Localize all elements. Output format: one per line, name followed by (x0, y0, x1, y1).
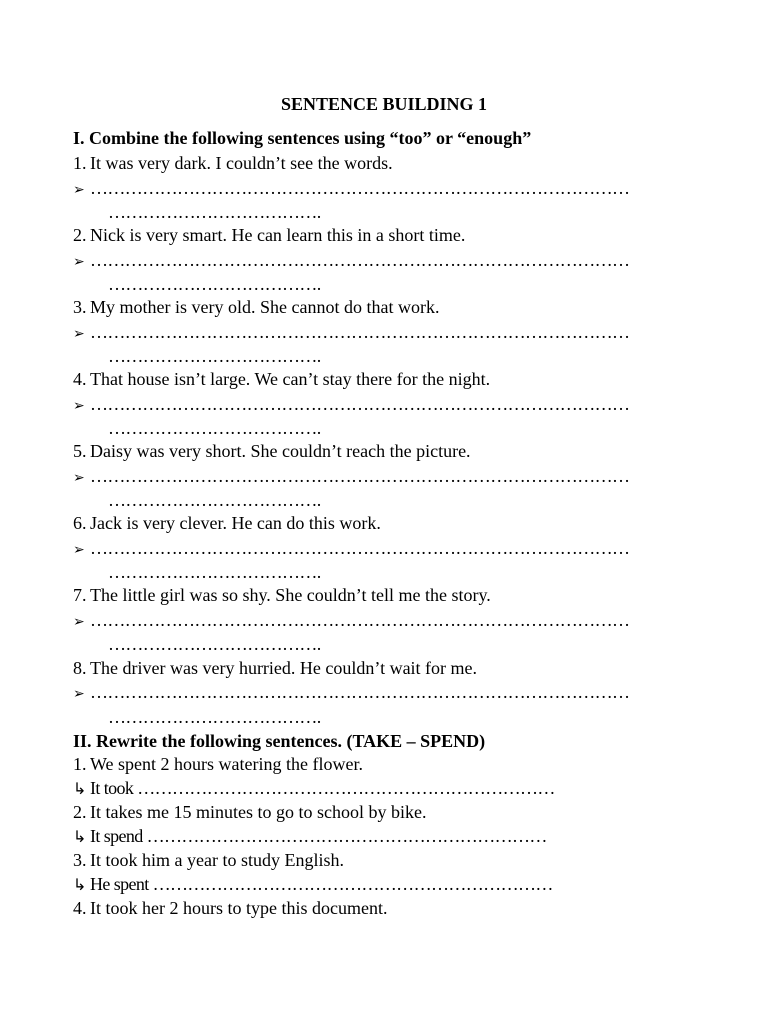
exercise-item (73, 224, 465, 246)
item-number: 6. (73, 513, 87, 533)
answer-dots: ………………………………………………………………………………… (90, 610, 630, 630)
section-2-heading: II. Rewrite the following sentences. (TAKE – SPEND) (73, 731, 486, 751)
answer-line-continuation[interactable]: ………………………………. (108, 346, 321, 366)
answer-line-continuation[interactable]: ………………………………. (108, 562, 321, 582)
item-text: It took her 2 hours to type this document. (90, 898, 388, 918)
hook-arrow-icon: ↳ (73, 877, 87, 894)
answer-line-continuation[interactable]: ………………………………. (108, 202, 321, 222)
exercise-item (73, 584, 491, 606)
arrow-bullet-icon: ➢ (73, 543, 85, 558)
answer-line[interactable] (73, 177, 629, 202)
answer-line[interactable] (73, 249, 629, 274)
exercise-item (73, 440, 471, 462)
exercise-item (73, 897, 387, 919)
answer-line[interactable] (73, 321, 629, 346)
arrow-bullet-icon: ➢ (73, 687, 85, 702)
answer-dots: ………………………………………………………………………………… (90, 394, 630, 414)
item-text: The driver was very hurried. He couldn’t wait for me. (90, 658, 478, 678)
item-number: 8. (73, 658, 87, 678)
exercise-item (73, 368, 490, 390)
item-number: 2. (73, 225, 87, 245)
arrow-bullet-icon: ➢ (73, 255, 85, 270)
item-text: It took him a year to study English. (90, 850, 344, 870)
item-text: It takes me 15 minutes to go to school by bike. (90, 802, 427, 822)
item-text: Daisy was very short. She couldn’t reach the picture. (90, 441, 471, 461)
item-number: 2. (73, 802, 87, 822)
answer-dots: ………………………………………………………………………………… (90, 682, 630, 702)
exercise-item (73, 296, 439, 318)
rewrite-answer-line[interactable] (73, 873, 553, 897)
answer-dots: ………………………………………………………………………………… (90, 538, 630, 558)
arrow-bullet-icon: ➢ (73, 399, 85, 414)
answer-line[interactable] (73, 393, 629, 418)
exercise-item (73, 152, 393, 174)
answer-line[interactable] (73, 681, 629, 706)
item-text: It was very dark. I couldn’t see the words. (90, 153, 393, 173)
rewrite-answer-text: It spend …………………………………………………………… (90, 826, 547, 846)
exercise-item (73, 512, 381, 534)
section-1-heading: I. Combine the following sentences using “too” or “enough” (73, 128, 532, 148)
answer-line-continuation[interactable]: ………………………………. (108, 274, 321, 294)
item-number: 1. (73, 153, 87, 173)
answer-dots: ………………………………………………………………………………… (90, 466, 630, 486)
worksheet-title: SENTENCE BUILDING 1 (280, 94, 488, 114)
item-number: 5. (73, 441, 87, 461)
exercise-item (73, 657, 477, 679)
item-text: Nick is very smart. He can learn this in a short time. (90, 225, 466, 245)
rewrite-answer-line[interactable] (73, 777, 555, 801)
arrow-bullet-icon: ➢ (73, 183, 85, 198)
answer-line[interactable] (73, 465, 629, 490)
arrow-bullet-icon: ➢ (73, 615, 85, 630)
answer-line-continuation[interactable]: ………………………………. (108, 490, 321, 510)
answer-line[interactable] (73, 609, 629, 634)
answer-dots: ………………………………………………………………………………… (90, 250, 630, 270)
answer-line[interactable] (73, 537, 629, 562)
arrow-bullet-icon: ➢ (73, 327, 85, 342)
exercise-item (73, 849, 344, 871)
item-number: 3. (73, 297, 87, 317)
item-number: 4. (73, 369, 87, 389)
hook-arrow-icon: ↳ (73, 781, 87, 798)
hook-arrow-icon: ↳ (73, 829, 87, 846)
item-text: The little girl was so shy. She couldn’t tell me the story. (90, 585, 491, 605)
item-text: My mother is very old. She cannot do that work. (90, 297, 440, 317)
exercise-item (73, 801, 426, 823)
answer-dots: ………………………………………………………………………………… (90, 322, 630, 342)
answer-line-continuation[interactable]: ………………………………. (108, 418, 321, 438)
rewrite-answer-text: It took ……………………………………………………………… (90, 778, 555, 798)
rewrite-answer-text: He spent …………………………………………………………… (90, 874, 553, 894)
item-text: We spent 2 hours watering the flower. (90, 754, 363, 774)
answer-line-continuation[interactable]: ………………………………. (108, 634, 321, 654)
exercise-item (73, 753, 363, 775)
item-number: 4. (73, 898, 87, 918)
answer-line-continuation[interactable]: ………………………………. (108, 707, 321, 727)
item-number: 7. (73, 585, 87, 605)
item-number: 3. (73, 850, 87, 870)
rewrite-answer-line[interactable] (73, 825, 547, 849)
arrow-bullet-icon: ➢ (73, 471, 85, 486)
answer-dots: ………………………………………………………………………………… (90, 178, 630, 198)
item-number: 1. (73, 754, 87, 774)
item-text: Jack is very clever. He can do this work. (90, 513, 381, 533)
item-text: That house isn’t large. We can’t stay there for the night. (90, 369, 491, 389)
